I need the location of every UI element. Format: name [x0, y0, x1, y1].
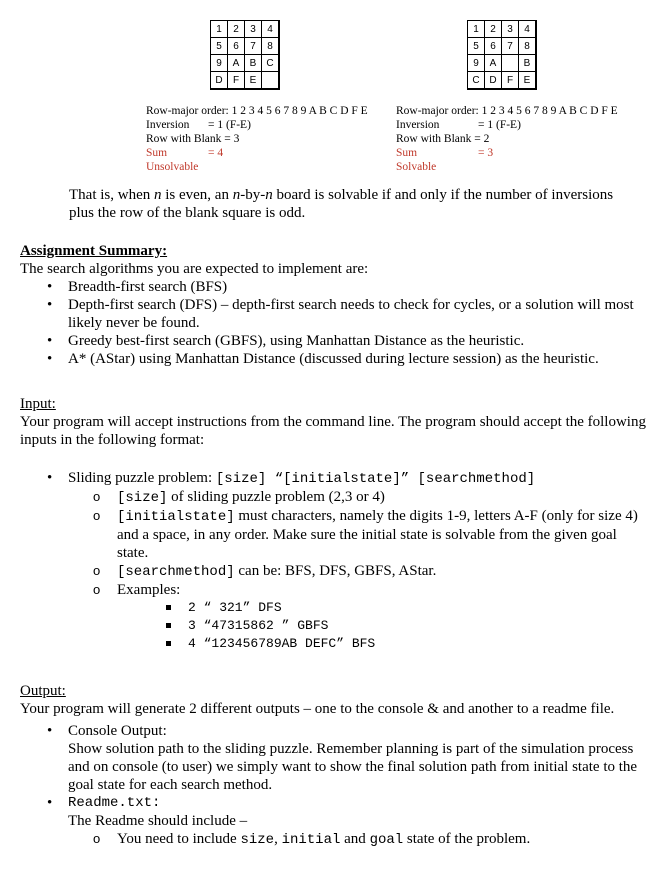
list-item: • A* (AStar) using Manhattan Distance (discussed during lecture session) as the heuristic. — [20, 350, 646, 368]
text: That is, when — [69, 187, 154, 203]
grid-cell: C — [467, 71, 485, 89]
grid-cell: B — [244, 54, 262, 72]
grid-cell: 4 — [518, 20, 536, 38]
sum-label: Sum — [396, 147, 418, 159]
list-item — [20, 562, 646, 581]
text: must characters, namely the digits 1-9, letters A-F (only for size 4) and a space, in any order. Make sure the initial state is solvable from the given goal state. — [117, 508, 638, 561]
grid-cell: 1 — [467, 20, 485, 38]
text: board is solvable if and only if the number of inversions — [272, 187, 614, 203]
row-blank-line: Row with Blank = 2 — [396, 133, 490, 145]
code-text: [searchmethod] — [117, 564, 235, 580]
section-heading: Output: — [20, 683, 66, 699]
sum-value: = 4 — [208, 147, 224, 159]
example-item: 2 “ 321” DFS — [20, 599, 646, 617]
readme-label: • Readme.txt: — [68, 795, 161, 811]
text: is even, an — [161, 187, 233, 203]
text: You need to include — [117, 831, 241, 847]
bullet-label: Sliding puzzle problem: — [68, 470, 216, 486]
text: -by- — [240, 187, 266, 203]
input-description: Your program will accept instructions from the command line. The program should accept the following inputs in the following format: — [20, 414, 646, 448]
inversion-label: Inversion — [396, 119, 440, 131]
right-board-caption — [396, 104, 618, 174]
list-item: • Greedy best-first search (GBFS), using Manhattan Distance as the heuristic. — [20, 332, 646, 350]
text: n — [265, 187, 273, 203]
example-item: 3 “47315862 ” GBFS — [20, 617, 646, 635]
section-heading: Input: — [20, 396, 56, 412]
grid-cell: C — [261, 54, 279, 72]
grid-cell: E — [244, 71, 262, 89]
algorithm-list — [20, 278, 646, 368]
left-board-caption — [146, 104, 368, 174]
list-item: • Breadth-first search (BFS) — [20, 278, 646, 296]
sum-value: = 3 — [478, 147, 494, 159]
text: , — [274, 831, 282, 847]
grid-cell: 7 — [501, 37, 519, 55]
grid-cell-blank — [501, 54, 519, 72]
code-text: [size] — [117, 490, 168, 506]
grid-cell: 4 — [261, 20, 279, 38]
console-output-label: • Console Output: — [68, 723, 167, 739]
grid-cell: A — [227, 54, 245, 72]
inversion-label: Inversion — [146, 119, 190, 131]
code-text: [initialstate] — [117, 509, 235, 525]
grid-cell: 5 — [467, 37, 485, 55]
grid-cell: D — [484, 71, 502, 89]
input-section — [20, 395, 646, 653]
output-description: Your program will generate 2 different outputs – one to the console & and another to a readme file. — [20, 701, 615, 717]
text: state of the problem. — [403, 831, 531, 847]
grid-cell: 9 — [467, 54, 485, 72]
grid-cell: D — [210, 71, 228, 89]
output-list — [20, 722, 646, 849]
grid-cell: B — [518, 54, 536, 72]
grid-cell: 1 — [210, 20, 228, 38]
list-item — [20, 488, 646, 507]
section-heading: Assignment Summary: — [20, 243, 168, 259]
text: can be: BFS, DFS, GBFS, AStar. — [234, 563, 437, 579]
row-blank-line: Row with Blank = 3 — [146, 133, 240, 145]
grid-cell: 8 — [518, 37, 536, 55]
grid-cell: 5 — [210, 37, 228, 55]
text: and — [340, 831, 370, 847]
verdict-solvable: Solvable — [396, 161, 437, 173]
grid-cell: 7 — [244, 37, 262, 55]
grid-cell: 8 — [261, 37, 279, 55]
grid-cell: E — [518, 71, 536, 89]
format-code: [size] “[initialstate]” [searchmethod] — [215, 471, 536, 487]
inversion-line — [146, 118, 368, 132]
list-item — [20, 507, 646, 562]
grid-cell: 3 — [501, 20, 519, 38]
example-item: 4 “123456789AB DEFC” BFS — [20, 635, 646, 653]
grid-cell: F — [501, 71, 519, 89]
code-text: size — [240, 832, 275, 848]
text: of sliding puzzle problem (2,3 or 4) — [167, 489, 385, 505]
list-item — [20, 794, 646, 830]
grid-cell: 3 — [244, 20, 262, 38]
readme-intro: The Readme should include – — [68, 813, 248, 829]
list-item: o Examples: — [20, 581, 646, 599]
console-output-text: Show solution path to the sliding puzzle. Remember planning is part of the simulation process and on console (to user) we simply want to show the final solution path from initial state to the goal state for each search method. — [68, 741, 638, 793]
summary-intro: The search algorithms you are expected to implement are: — [20, 261, 369, 277]
left-puzzle-grid — [210, 20, 280, 90]
rule-line-2: plus the row of the blank square is odd. — [69, 205, 306, 221]
grid-cell: 2 — [484, 20, 502, 38]
row-major-order: Row-major order: 1 2 3 4 5 6 7 8 9 A B C D F E — [396, 105, 618, 117]
input-format-list — [20, 469, 646, 653]
grid-cell: 6 — [227, 37, 245, 55]
code-text: goal — [369, 832, 404, 848]
verdict-unsolvable: Unsolvable — [146, 161, 199, 173]
grid-cell: 9 — [210, 54, 228, 72]
rule-line-1 — [69, 186, 645, 204]
grid-cell: 6 — [484, 37, 502, 55]
text: n — [232, 187, 241, 203]
grid-cell: 2 — [227, 20, 245, 38]
grid-cell-blank — [261, 71, 279, 89]
solvability-rule — [69, 186, 645, 222]
assignment-summary-section — [20, 242, 646, 368]
text: n — [153, 187, 162, 203]
sum-label: Sum — [146, 147, 168, 159]
inversion-value: = 1 (F-E) — [478, 119, 521, 131]
grid-cell: F — [227, 71, 245, 89]
list-item: • Depth-first search (DFS) – depth-first search needs to check for cycles, or a solution will most likely never be found. — [20, 296, 646, 332]
grid-cell: A — [484, 54, 502, 72]
output-section — [20, 682, 646, 849]
code-text: initial — [281, 832, 341, 848]
sum-line — [146, 146, 368, 160]
right-puzzle-grid — [467, 20, 537, 90]
sum-line — [396, 146, 618, 160]
list-item — [20, 722, 646, 794]
row-major-order: Row-major order: 1 2 3 4 5 6 7 8 9 A B C D F E — [146, 105, 368, 117]
list-item — [20, 830, 646, 849]
inversion-value: = 1 (F-E) — [208, 119, 251, 131]
inversion-line — [396, 118, 618, 132]
list-item — [20, 469, 646, 488]
